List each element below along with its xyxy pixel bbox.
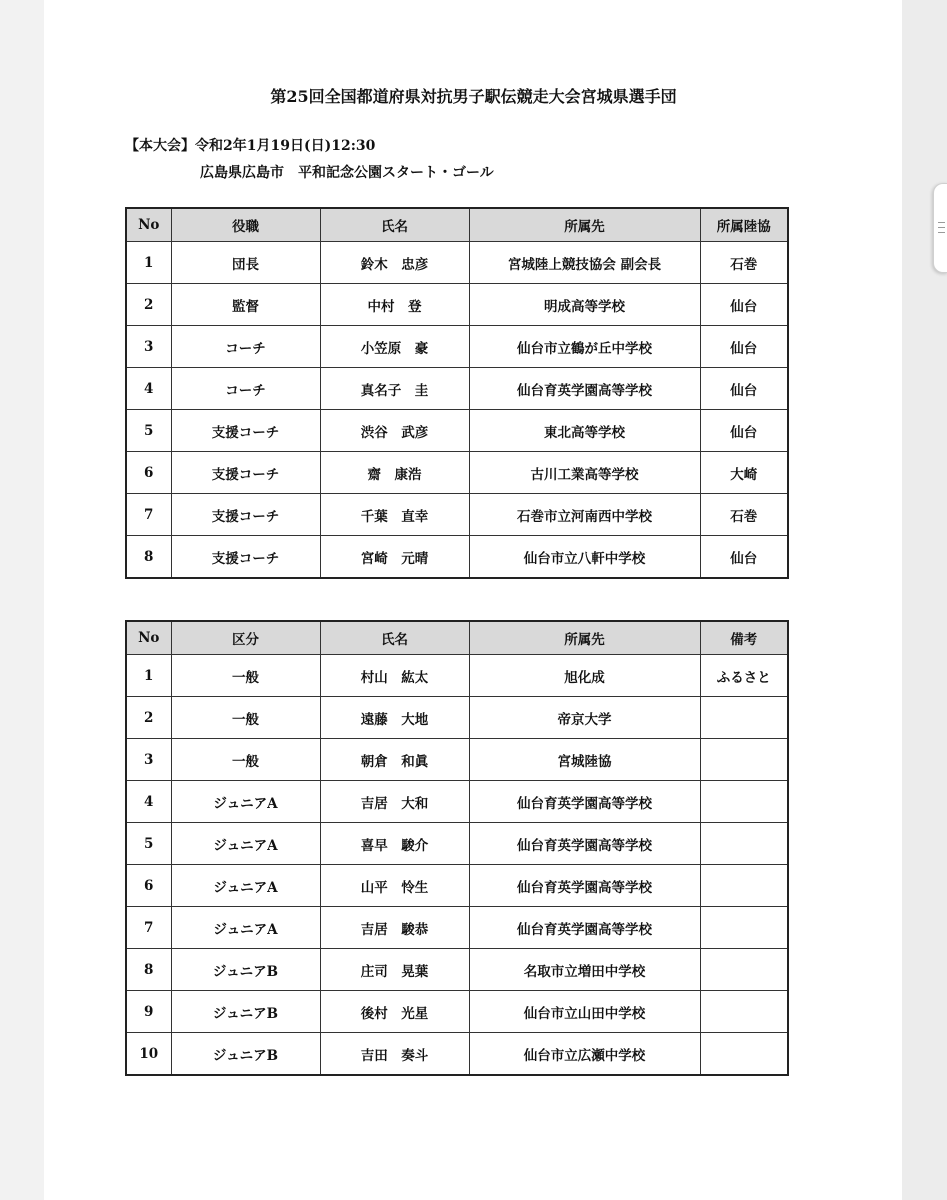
cell-remarks xyxy=(700,697,788,739)
cell-name: 後村 光星 xyxy=(320,991,469,1033)
cell-no: 1 xyxy=(126,655,171,697)
cell-name: 庄司 晃葉 xyxy=(320,949,469,991)
viewer-right-edge xyxy=(902,0,947,1200)
cell-affiliation: 名取市立増田中学校 xyxy=(469,949,700,991)
table-row xyxy=(126,410,788,452)
cell-affiliation: 東北高等学校 xyxy=(469,410,700,452)
cell-name: 中村 登 xyxy=(320,284,469,326)
cell-no: 2 xyxy=(126,697,171,739)
cell-association: 仙台 xyxy=(700,410,788,452)
cell-role: 支援コーチ xyxy=(171,452,320,494)
cell-affiliation: 仙台市立山田中学校 xyxy=(469,991,700,1033)
cell-no: 7 xyxy=(126,907,171,949)
cell-category: ジュニアA xyxy=(171,907,320,949)
cell-name: 真名子 圭 xyxy=(320,368,469,410)
table-row xyxy=(126,1033,788,1076)
cell-category: ジュニアA xyxy=(171,781,320,823)
cell-association: 仙台 xyxy=(700,284,788,326)
cell-affiliation: 仙台育英学園高等学校 xyxy=(469,781,700,823)
cell-affiliation: 仙台育英学園高等学校 xyxy=(469,368,700,410)
column-header-remarks: 備考 xyxy=(700,621,788,655)
table-row xyxy=(126,242,788,284)
cell-no: 6 xyxy=(126,865,171,907)
cell-category: ジュニアB xyxy=(171,991,320,1033)
column-header-no: No xyxy=(126,208,171,242)
table-row xyxy=(126,781,788,823)
cell-affiliation: 明成高等学校 xyxy=(469,284,700,326)
column-header-role: 役職 xyxy=(171,208,320,242)
cell-remarks xyxy=(700,907,788,949)
team-table xyxy=(125,620,789,1076)
cell-category: ジュニアA xyxy=(171,865,320,907)
team-table-header-row xyxy=(126,621,788,655)
cell-no: 3 xyxy=(126,739,171,781)
cell-remarks xyxy=(700,739,788,781)
cell-association: 仙台 xyxy=(700,368,788,410)
cell-remarks xyxy=(700,823,788,865)
cell-remarks xyxy=(700,865,788,907)
table-row xyxy=(126,865,788,907)
cell-association: 石巻 xyxy=(700,242,788,284)
cell-affiliation: 石巻市立河南西中学校 xyxy=(469,494,700,536)
cell-affiliation: 古川工業高等学校 xyxy=(469,452,700,494)
cell-name: 遠藤 大地 xyxy=(320,697,469,739)
cell-role: 監督 xyxy=(171,284,320,326)
cell-affiliation: 仙台育英学園高等学校 xyxy=(469,865,700,907)
cell-name: 吉居 駿恭 xyxy=(320,907,469,949)
cell-category: 一般 xyxy=(171,655,320,697)
grip-line xyxy=(938,222,945,223)
cell-affiliation: 仙台市立八軒中学校 xyxy=(469,536,700,579)
cell-no: 1 xyxy=(126,242,171,284)
cell-name: 小笠原 豪 xyxy=(320,326,469,368)
table-row xyxy=(126,326,788,368)
table-row xyxy=(126,368,788,410)
cell-name: 山平 怜生 xyxy=(320,865,469,907)
cell-association: 石巻 xyxy=(700,494,788,536)
cell-association: 仙台 xyxy=(700,536,788,579)
column-header-name: 氏名 xyxy=(320,621,469,655)
cell-no: 3 xyxy=(126,326,171,368)
cell-affiliation: 仙台育英学園高等学校 xyxy=(469,907,700,949)
staff-table xyxy=(125,207,789,579)
cell-remarks xyxy=(700,781,788,823)
cell-name: 鈴木 忠彦 xyxy=(320,242,469,284)
table-row xyxy=(126,655,788,697)
cell-no: 9 xyxy=(126,991,171,1033)
cell-no: 8 xyxy=(126,949,171,991)
cell-role: 支援コーチ xyxy=(171,410,320,452)
document-title: 第25回全国都道府県対抗男子駅伝競走大会宮城県選手団 xyxy=(270,87,677,106)
cell-no: 8 xyxy=(126,536,171,579)
cell-category: 一般 xyxy=(171,697,320,739)
cell-remarks xyxy=(700,991,788,1033)
cell-no: 4 xyxy=(126,368,171,410)
cell-role: 団長 xyxy=(171,242,320,284)
table-row xyxy=(126,739,788,781)
column-header-association: 所属陸協 xyxy=(700,208,788,242)
cell-no: 5 xyxy=(126,410,171,452)
event-date-line: 【本大会】令和2年1月19日(日)12:30 xyxy=(125,138,376,154)
venue-line: 広島県広島市 平和記念公園スタート・ゴール xyxy=(200,165,494,181)
cell-name: 喜早 駿介 xyxy=(320,823,469,865)
table-row xyxy=(126,949,788,991)
cell-category: ジュニアA xyxy=(171,823,320,865)
cell-association: 大崎 xyxy=(700,452,788,494)
cell-remarks xyxy=(700,949,788,991)
cell-role: 支援コーチ xyxy=(171,494,320,536)
cell-no: 6 xyxy=(126,452,171,494)
cell-name: 齋 康浩 xyxy=(320,452,469,494)
cell-name: 宮崎 元晴 xyxy=(320,536,469,579)
cell-name: 千葉 直幸 xyxy=(320,494,469,536)
table-row xyxy=(126,284,788,326)
cell-role: 支援コーチ xyxy=(171,536,320,579)
cell-name: 吉田 奏斗 xyxy=(320,1033,469,1076)
table-row xyxy=(126,907,788,949)
table-row xyxy=(126,494,788,536)
cell-remarks: ふるさと xyxy=(700,655,788,697)
cell-affiliation: 仙台市立鶴が丘中学校 xyxy=(469,326,700,368)
cell-affiliation: 宮城陸協 xyxy=(469,739,700,781)
cell-no: 4 xyxy=(126,781,171,823)
cell-affiliation: 仙台育英学園高等学校 xyxy=(469,823,700,865)
grip-line xyxy=(938,227,945,228)
cell-name: 吉居 大和 xyxy=(320,781,469,823)
cell-remarks xyxy=(700,1033,788,1076)
table-row xyxy=(126,697,788,739)
cell-no: 7 xyxy=(126,494,171,536)
grip-line xyxy=(938,232,945,233)
cell-no: 2 xyxy=(126,284,171,326)
cell-no: 5 xyxy=(126,823,171,865)
cell-association: 仙台 xyxy=(700,326,788,368)
column-header-affiliation: 所属先 xyxy=(469,621,700,655)
cell-category: ジュニアB xyxy=(171,949,320,991)
table-row xyxy=(126,536,788,579)
cell-category: 一般 xyxy=(171,739,320,781)
table-row xyxy=(126,823,788,865)
cell-name: 村山 紘太 xyxy=(320,655,469,697)
column-header-no: No xyxy=(126,621,171,655)
table-row xyxy=(126,452,788,494)
cell-category: ジュニアB xyxy=(171,1033,320,1076)
cell-name: 朝倉 和眞 xyxy=(320,739,469,781)
column-header-affiliation: 所属先 xyxy=(469,208,700,242)
cell-affiliation: 仙台市立広瀬中学校 xyxy=(469,1033,700,1076)
cell-affiliation: 宮城陸上競技協会 副会長 xyxy=(469,242,700,284)
staff-table-header-row xyxy=(126,208,788,242)
cell-role: コーチ xyxy=(171,326,320,368)
cell-no: 10 xyxy=(126,1033,171,1076)
column-header-name: 氏名 xyxy=(320,208,469,242)
table-row xyxy=(126,991,788,1033)
cell-name: 渋谷 武彦 xyxy=(320,410,469,452)
cell-role: コーチ xyxy=(171,368,320,410)
cell-affiliation: 旭化成 xyxy=(469,655,700,697)
scroll-handle-icon[interactable] xyxy=(933,183,947,273)
cell-affiliation: 帝京大学 xyxy=(469,697,700,739)
column-header-category: 区分 xyxy=(171,621,320,655)
